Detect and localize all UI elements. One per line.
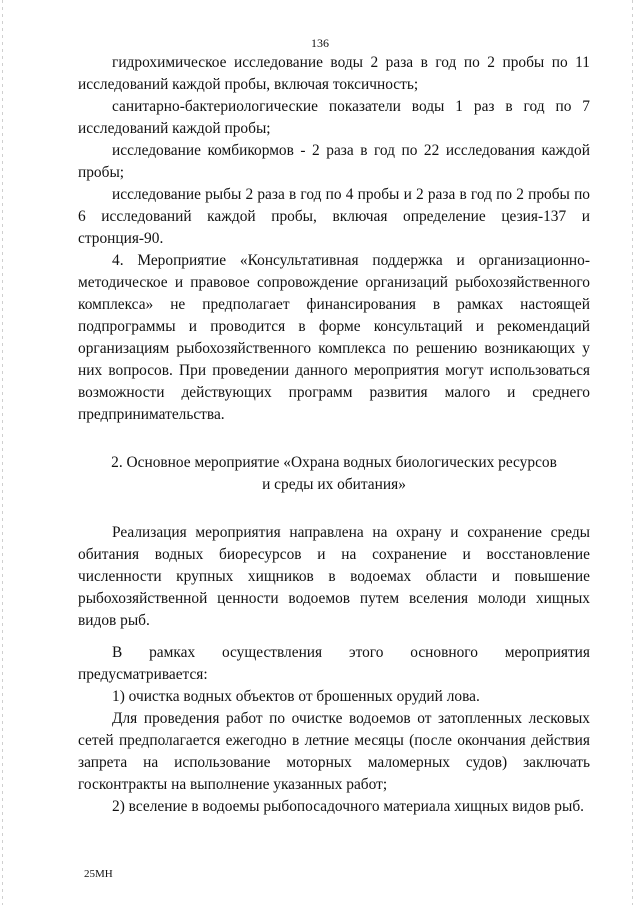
- section-heading-line-1: 2. Основное мероприятие «Охрана водных биологических ресурсов: [111, 454, 557, 471]
- paragraph-item-2: 2) вселение в водоемы рыбопосадочного материала хищных видов рыб.: [112, 798, 584, 815]
- paragraph-item-1: 1) очистка водных объектов от брошенных орудий лова.: [112, 688, 480, 705]
- page-number: 136: [311, 36, 329, 50]
- paragraph-implementation: Реализация мероприятия направлена на охрану и сохранение среды обитания водных биоресурсов и на сохранение и восстановление численности крупных хищников в водоемах области и повышение рыбохозяйственной ценности водоемов путем вселения молоди хищных видов рыб.: [78, 524, 590, 629]
- document-body: [78, 52, 590, 818]
- paragraph-feed: исследование комбикормов - 2 раза в год по 22 исследования каждой пробы;: [78, 142, 590, 181]
- scan-edge-right: [632, 0, 633, 905]
- scan-edge-left: [2, 0, 3, 905]
- paragraph-framework: В рамках осуществления этого основного мероприятия предусматривается:: [78, 644, 590, 683]
- paragraph-measure-4: 4. Мероприятие «Консультативная поддержка и организационно-методическое и правовое сопровождение организаций рыбохозяйственного комплекса» не предполагает финансирования в рамках настоящей подпрограммы и проводится в форме консультаций и рекомендаций организациям рыбохозяйственного комплекса по решению возникающих у них вопросов. При проведении данного мероприятия могут использоваться возможности действующих программ развития малого и среднего предпринимательства.: [78, 252, 590, 423]
- footer-code: 25МН: [84, 868, 113, 880]
- paragraph-hydrochemical: гидрохимическое исследование воды 2 раза в год по 2 пробы по 11 исследований каждой пробы, включая токсичность;: [78, 54, 590, 93]
- paragraph-fish: исследование рыбы 2 раза в год по 4 пробы и 2 раза в год по 2 пробы по 6 исследований каждой пробы, включая определение цезия-137 и стронция-90.: [78, 186, 590, 247]
- section-heading-line-2: и среды их обитания»: [262, 476, 406, 493]
- paragraph-cleanup: Для проведения работ по очистке водоемов от затопленных лесковых сетей предполагается ежегодно в летние месяцы (после окончания действия запрета на использование моторных маломерных судов) заключать госконтракты на выполнение указанных работ;: [78, 710, 590, 793]
- section-heading: [78, 452, 590, 496]
- paragraph-sanitary: санитарно-бактериологические показатели воды 1 раз в год по 7 исследований каждой пробы;: [78, 98, 590, 137]
